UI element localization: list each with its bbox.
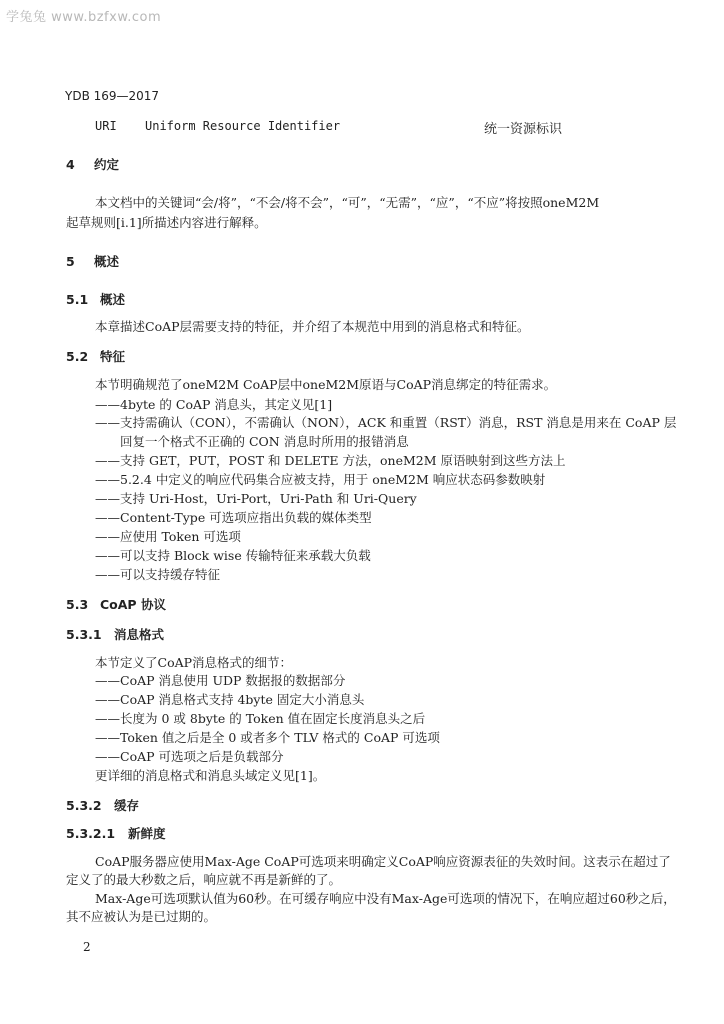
section-5-1-heading <box>66 290 125 308</box>
list-item: ——5.2.4 中定义的响应代码集合应被支持，用于 oneM2M 响应状态码参数映射 <box>95 472 546 487</box>
section-number: 5.1 <box>66 292 89 307</box>
list-item-continuation: 回复一个格式不正确的 CON 消息时所用的报错消息 <box>120 434 409 449</box>
section-number: 5.2 <box>66 349 89 364</box>
section-5-heading <box>66 252 119 270</box>
section-5-2-heading <box>66 347 125 365</box>
section-title: 概述 <box>100 292 126 307</box>
section-number: 5.3.2 <box>66 798 102 813</box>
section-5-3-1-intro: 本节定义了CoAP消息格式的细节： <box>95 655 293 670</box>
section-5-3-2-heading <box>66 796 139 814</box>
list-item: ——CoAP 消息使用 UDP 数据报的数据部分 <box>95 673 346 688</box>
section-title: 新鲜度 <box>128 826 166 841</box>
list-item: ——Token 值之后是全 0 或者多个 TLV 格式的 CoAP 可选项 <box>95 730 440 745</box>
section-title: CoAP 协议 <box>100 597 166 612</box>
abbreviation-english: Uniform Resource Identifier <box>145 119 341 133</box>
watermark: 学兔兔 www.bzfxw.com <box>6 10 162 25</box>
freshness-paragraph-1-line-1: CoAP服务器应使用Max-Age CoAP可选项来明确定义CoAP响应资源表征的失效时间。这表示在超过了 <box>95 854 671 869</box>
section-number: 5.3.2.1 <box>66 826 116 841</box>
section-number: 5.3.1 <box>66 627 102 642</box>
list-item: ——应使用 Token 可选项 <box>95 529 241 544</box>
section-title: 消息格式 <box>114 627 165 642</box>
list-item: ——支持需确认（CON），不需确认（NON），ACK 和重置（RST）消息，RST 消息是用来在 CoAP 层 <box>95 415 677 430</box>
list-item: ——支持 Uri-Host，Uri-Port，Uri-Path 和 Uri-Query <box>95 491 417 506</box>
list-item: ——Content-Type 可选项应指出负载的媒体类型 <box>95 510 372 525</box>
section-4-paragraph-line-1: 本文档中的关键词“会/将”，“不会/将不会”，“可”，“无需”，“应”，“不应”将按照oneM2M <box>95 195 600 210</box>
section-5-3-heading <box>66 595 166 613</box>
abbreviation-code: URI <box>95 119 117 133</box>
document-number: YDB 169—2017 <box>65 89 160 103</box>
list-item: ——CoAP 消息格式支持 4byte 固定大小消息头 <box>95 692 365 707</box>
list-item: ——长度为 0 或 8byte 的 Token 值在固定长度消息头之后 <box>95 711 426 726</box>
section-number: 4 <box>66 157 75 172</box>
section-4-paragraph-line-2: 起草规则[i.1]所描述内容进行解释。 <box>66 215 267 230</box>
section-4-heading <box>66 155 119 173</box>
section-title: 概述 <box>94 254 120 269</box>
section-title: 特征 <box>100 349 126 364</box>
section-5-2-intro: 本节明确规范了oneM2M CoAP层中oneM2M原语与CoAP消息绑定的特征需求。 <box>95 377 557 392</box>
abbreviation-chinese: 统一资源标识 <box>484 122 563 137</box>
section-5-1-paragraph: 本章描述CoAP层需要支持的特征，并介绍了本规范中用到的消息格式和特征。 <box>95 319 530 334</box>
section-5-3-2-1-heading <box>66 824 166 842</box>
list-item: ——支持 GET，PUT，POST 和 DELETE 方法，oneM2M 原语映射到这些方法上 <box>95 453 566 468</box>
section-number: 5.3 <box>66 597 89 612</box>
section-title: 约定 <box>94 157 120 172</box>
freshness-paragraph-2-line-2: 其不应被认为是已过期的。 <box>66 909 217 924</box>
section-number: 5 <box>66 254 75 269</box>
list-item: ——可以支持 Block wise 传输特征来承载大负载 <box>95 548 371 563</box>
list-item: ——4byte 的 CoAP 消息头，其定义见[1] <box>95 397 333 412</box>
freshness-paragraph-1-line-2: 定义了的最大秒数之后，响应就不再是新鲜的了。 <box>66 872 342 887</box>
section-5-3-1-heading <box>66 625 164 643</box>
section-5-3-1-outro: 更详细的消息格式和消息头域定义见[1]。 <box>95 768 326 783</box>
list-item: ——可以支持缓存特征 <box>95 567 221 582</box>
freshness-paragraph-2-line-1: Max-Age可选项默认值为60秒。在可缓存响应中没有Max-Age可选项的情况下，在响应超过60秒之后， <box>95 891 676 906</box>
page-number: 2 <box>83 940 91 954</box>
section-title: 缓存 <box>114 798 140 813</box>
list-item: ——CoAP 可选项之后是负载部分 <box>95 749 284 764</box>
